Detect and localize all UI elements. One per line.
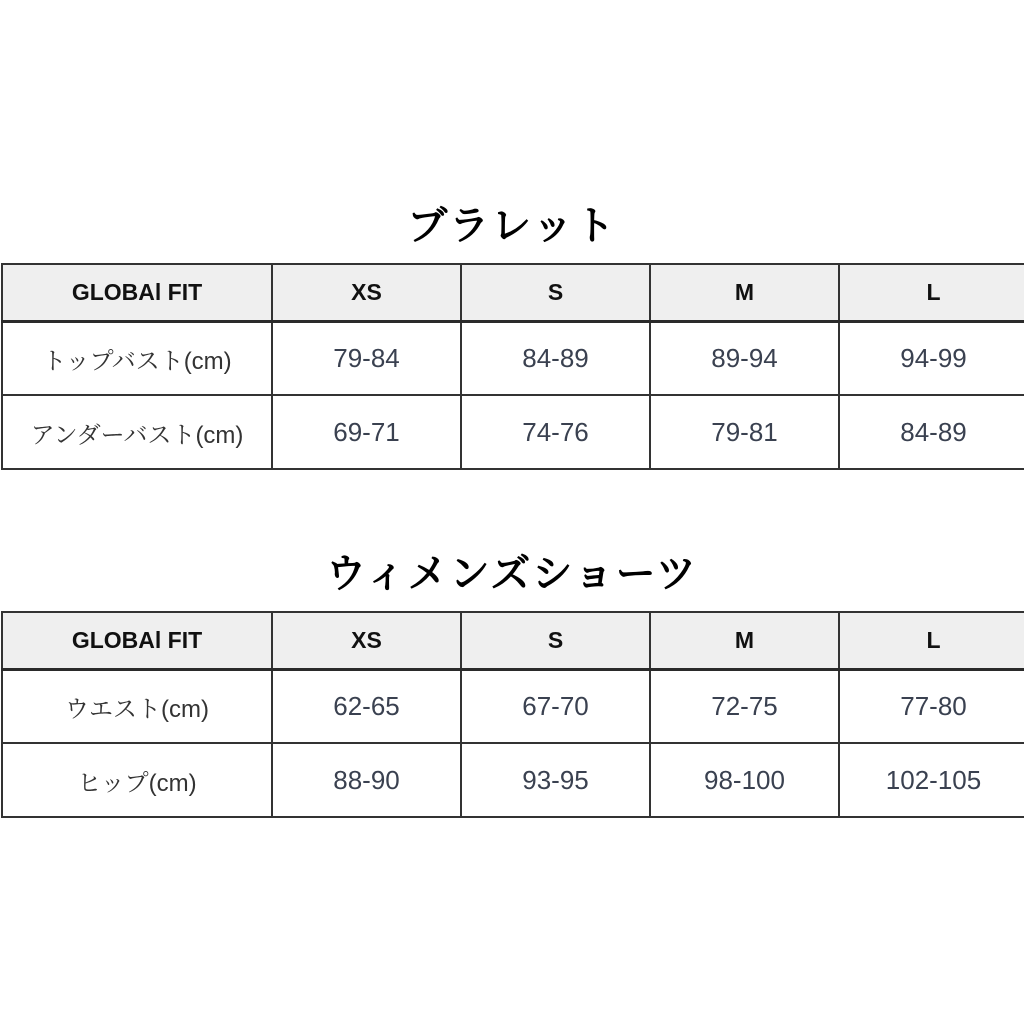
value-cell: 98-100 xyxy=(650,743,839,817)
bralette-size-table xyxy=(1,263,1024,470)
bralette-corner-header: GLOBAl FIT xyxy=(2,264,272,321)
shorts-header-row xyxy=(2,612,1024,669)
value-cell: 67-70 xyxy=(461,669,650,743)
womens-shorts-size-table xyxy=(1,611,1024,818)
row-label-under-bust: アンダーバスト(cm) xyxy=(2,395,272,469)
value-cell: 72-75 xyxy=(650,669,839,743)
value-cell: 88-90 xyxy=(272,743,461,817)
table-row xyxy=(2,743,1024,817)
bralette-header-xs: XS xyxy=(272,264,461,321)
value-cell: 79-84 xyxy=(272,321,461,395)
table-row xyxy=(2,321,1024,395)
bralette-section xyxy=(0,0,1024,470)
row-label-top-bust: トップバスト(cm) xyxy=(2,321,272,395)
value-cell: 62-65 xyxy=(272,669,461,743)
bralette-header-m: M xyxy=(650,264,839,321)
value-cell: 94-99 xyxy=(839,321,1024,395)
womens-shorts-section xyxy=(0,470,1024,818)
womens-shorts-title: ウィメンズショーツ xyxy=(326,552,698,596)
table-row xyxy=(2,669,1024,743)
row-label-hip: ヒップ(cm) xyxy=(2,743,272,817)
shorts-header-xs: XS xyxy=(272,612,461,669)
value-cell: 69-71 xyxy=(272,395,461,469)
shorts-corner-header: GLOBAl FIT xyxy=(2,612,272,669)
value-cell: 89-94 xyxy=(650,321,839,395)
value-cell: 79-81 xyxy=(650,395,839,469)
shorts-header-m: M xyxy=(650,612,839,669)
value-cell: 102-105 xyxy=(839,743,1024,817)
shorts-header-s: S xyxy=(461,612,650,669)
bralette-header-s: S xyxy=(461,264,650,321)
bralette-header-row xyxy=(2,264,1024,321)
value-cell: 93-95 xyxy=(461,743,650,817)
value-cell: 74-76 xyxy=(461,395,650,469)
shorts-header-l: L xyxy=(839,612,1024,669)
bralette-header-l: L xyxy=(839,264,1024,321)
row-label-waist: ウエスト(cm) xyxy=(2,669,272,743)
value-cell: 84-89 xyxy=(839,395,1024,469)
bralette-title: ブラレット xyxy=(407,204,617,248)
value-cell: 84-89 xyxy=(461,321,650,395)
value-cell: 77-80 xyxy=(839,669,1024,743)
table-row xyxy=(2,395,1024,469)
